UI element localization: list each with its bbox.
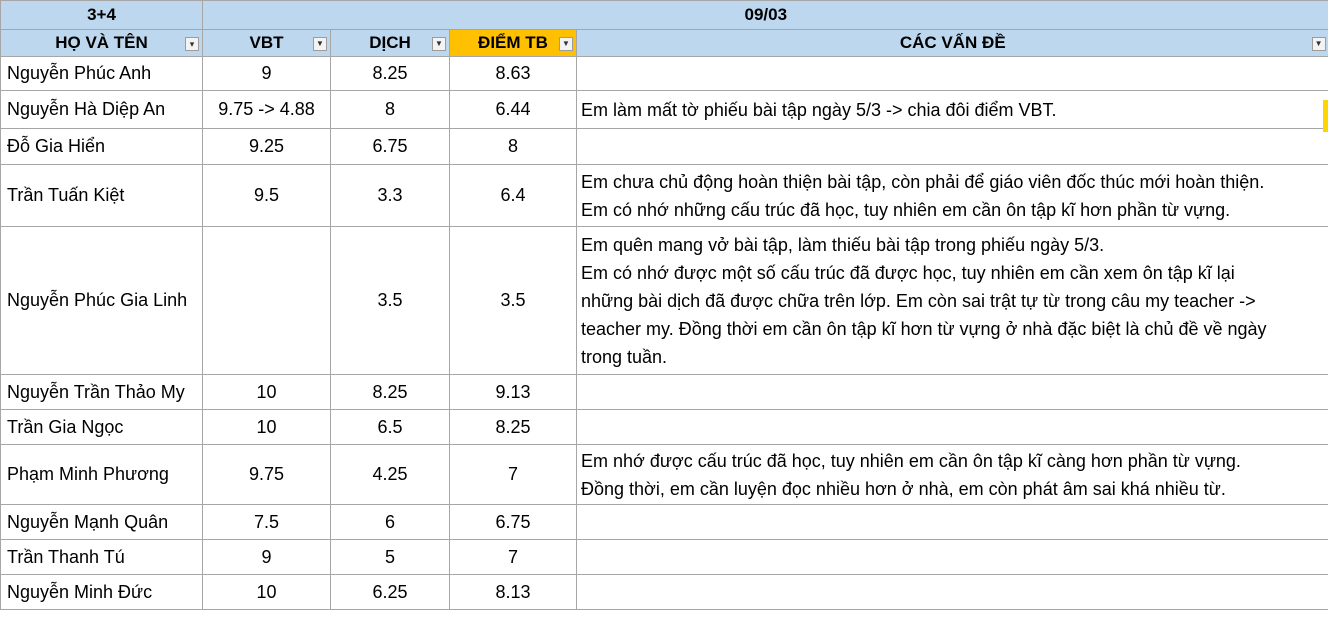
student-name-cell[interactable]: Đỗ Gia Hiển xyxy=(1,129,203,165)
student-name-cell[interactable]: Nguyễn Phúc Anh xyxy=(1,57,203,91)
issues-cell[interactable] xyxy=(577,445,1328,505)
vbt-score-cell[interactable]: 9.25 xyxy=(203,129,331,165)
dich-score-cell[interactable]: 3.3 xyxy=(331,165,450,227)
dich-score-cell[interactable]: 6 xyxy=(331,505,450,540)
issues-cell[interactable] xyxy=(577,375,1328,410)
average-score-cell[interactable]: 8.13 xyxy=(450,575,577,610)
issue-line: Em có nhớ những cấu trúc đã học, tuy nhiên em cần ôn tập kĩ hơn phần từ vựng. xyxy=(581,199,1231,220)
issues-cell[interactable] xyxy=(577,57,1328,91)
header-dich[interactable] xyxy=(331,30,450,57)
table-row xyxy=(1,410,1328,445)
student-name-cell[interactable]: Phạm Minh Phương xyxy=(1,445,203,505)
date-label-cell[interactable]: 09/03 xyxy=(203,1,1328,30)
vbt-score-cell[interactable]: 9.5 xyxy=(203,165,331,227)
vbt-score-cell[interactable]: 10 xyxy=(203,575,331,610)
issues-cell[interactable] xyxy=(577,165,1328,227)
dich-score-cell[interactable]: 5 xyxy=(331,540,450,575)
issue-line: Em có nhớ được một số cấu trúc đã được học, tuy nhiên em cần xem ôn tập kĩ lại xyxy=(581,262,1235,283)
average-score-cell[interactable]: 6.44 xyxy=(450,91,577,129)
student-name-cell[interactable]: Nguyễn Phúc Gia Linh xyxy=(1,227,203,375)
table-row xyxy=(1,375,1328,410)
vbt-score-cell[interactable]: 9 xyxy=(203,540,331,575)
average-score-cell[interactable]: 6.4 xyxy=(450,165,577,227)
filter-dropdown-icon[interactable]: ▼ xyxy=(559,37,573,51)
issue-line: Em nhớ được cấu trúc đã học, tuy nhiên em cần ôn tập kĩ càng hơn phần từ vựng. xyxy=(581,450,1241,471)
dich-score-cell[interactable]: 6.5 xyxy=(331,410,450,445)
table-row xyxy=(1,445,1328,505)
average-score-cell[interactable]: 3.5 xyxy=(450,227,577,375)
dich-score-cell[interactable]: 8.25 xyxy=(331,57,450,91)
issue-line: những bài dịch đã được chữa trên lớp. Em còn sai trật tự từ trong câu my teacher -> xyxy=(581,290,1256,311)
student-name-cell[interactable]: Nguyễn Trần Thảo My xyxy=(1,375,203,410)
header-issues[interactable] xyxy=(577,30,1328,57)
dich-score-cell[interactable]: 4.25 xyxy=(331,445,450,505)
average-score-cell[interactable]: 8 xyxy=(450,129,577,165)
issue-line: teacher my. Đồng thời em cần ôn tập kĩ hơn từ vựng ở nhà đặc biệt là chủ đề về ngày xyxy=(581,318,1267,339)
vbt-score-cell[interactable]: 9.75 xyxy=(203,445,331,505)
header-vbt[interactable] xyxy=(203,30,331,57)
filter-dropdown-icon[interactable]: ▼ xyxy=(313,37,327,51)
vbt-score-cell[interactable] xyxy=(203,227,331,375)
student-name-cell[interactable]: Trần Thanh Tú xyxy=(1,540,203,575)
table-row xyxy=(1,57,1328,91)
average-score-cell[interactable]: 6.75 xyxy=(450,505,577,540)
issues-cell[interactable] xyxy=(577,505,1328,540)
vbt-score-cell[interactable]: 10 xyxy=(203,410,331,445)
student-name-cell[interactable]: Trần Tuấn Kiệt xyxy=(1,165,203,227)
average-score-cell[interactable]: 7 xyxy=(450,540,577,575)
average-score-cell[interactable]: 9.13 xyxy=(450,375,577,410)
issues-cell[interactable] xyxy=(577,91,1328,129)
student-name-cell[interactable]: Trần Gia Ngọc xyxy=(1,410,203,445)
header-dich-label: DỊCH xyxy=(369,33,411,52)
header-name-label: HỌ VÀ TÊN xyxy=(55,33,148,52)
title-row xyxy=(1,1,1328,30)
issue-line: Em chưa chủ động hoàn thiện bài tập, còn phải để giáo viên đốc thúc mới hoàn thiện. xyxy=(581,171,1265,192)
issue-line: Em làm mất tờ phiếu bài tập ngày 5/3 -> chia đôi điểm VBT. xyxy=(581,99,1057,120)
dich-score-cell[interactable]: 8 xyxy=(331,91,450,129)
vbt-score-cell[interactable]: 10 xyxy=(203,375,331,410)
dich-score-cell[interactable]: 3.5 xyxy=(331,227,450,375)
issues-cell[interactable] xyxy=(577,227,1328,375)
issue-line: Đồng thời, em cần luyện đọc nhiều hơn ở nhà, em còn phát âm sai khá nhiều từ. xyxy=(581,478,1226,499)
dich-score-cell[interactable]: 6.75 xyxy=(331,129,450,165)
dich-score-cell[interactable]: 8.25 xyxy=(331,375,450,410)
filter-dropdown-icon[interactable]: ▼ xyxy=(1312,37,1326,51)
header-vbt-label: VBT xyxy=(249,33,284,52)
issues-cell[interactable] xyxy=(577,129,1328,165)
issues-cell[interactable] xyxy=(577,410,1328,445)
vbt-score-cell[interactable]: 9.75 -> 4.88 xyxy=(203,91,331,129)
table-row xyxy=(1,129,1328,165)
group-label-cell[interactable]: 3+4 xyxy=(1,1,203,30)
table-row xyxy=(1,165,1328,227)
average-score-cell[interactable]: 7 xyxy=(450,445,577,505)
header-name[interactable] xyxy=(1,30,203,57)
vbt-score-cell[interactable]: 7.5 xyxy=(203,505,331,540)
student-name-cell[interactable]: Nguyễn Mạnh Quân xyxy=(1,505,203,540)
table-row xyxy=(1,505,1328,540)
student-name-cell[interactable]: Nguyễn Hà Diệp An xyxy=(1,91,203,129)
header-issues-label: CÁC VẤN ĐỀ xyxy=(899,33,1006,52)
dich-score-cell[interactable]: 6.25 xyxy=(331,575,450,610)
filter-dropdown-icon[interactable]: ▼ xyxy=(432,37,446,51)
average-score-cell[interactable]: 8.63 xyxy=(450,57,577,91)
table-row xyxy=(1,540,1328,575)
issue-line: trong tuần. xyxy=(581,346,668,367)
cell-selection-marker xyxy=(1323,100,1328,132)
vbt-score-cell[interactable]: 9 xyxy=(203,57,331,91)
issue-line: Em quên mang vở bài tập, làm thiếu bài tập trong phiếu ngày 5/3. xyxy=(581,234,1105,255)
table-row xyxy=(1,575,1328,610)
issues-cell[interactable] xyxy=(577,575,1328,610)
issues-cell[interactable] xyxy=(577,540,1328,575)
table-row xyxy=(1,227,1328,375)
header-diem-tb-label: ĐIỂM TB xyxy=(478,33,548,52)
table-row xyxy=(1,91,1328,129)
header-row xyxy=(1,30,1328,57)
average-score-cell[interactable]: 8.25 xyxy=(450,410,577,445)
student-name-cell[interactable]: Nguyễn Minh Đức xyxy=(1,575,203,610)
header-diem-tb[interactable] xyxy=(450,30,577,57)
sort-filter-icon[interactable]: ▾ xyxy=(185,37,199,51)
